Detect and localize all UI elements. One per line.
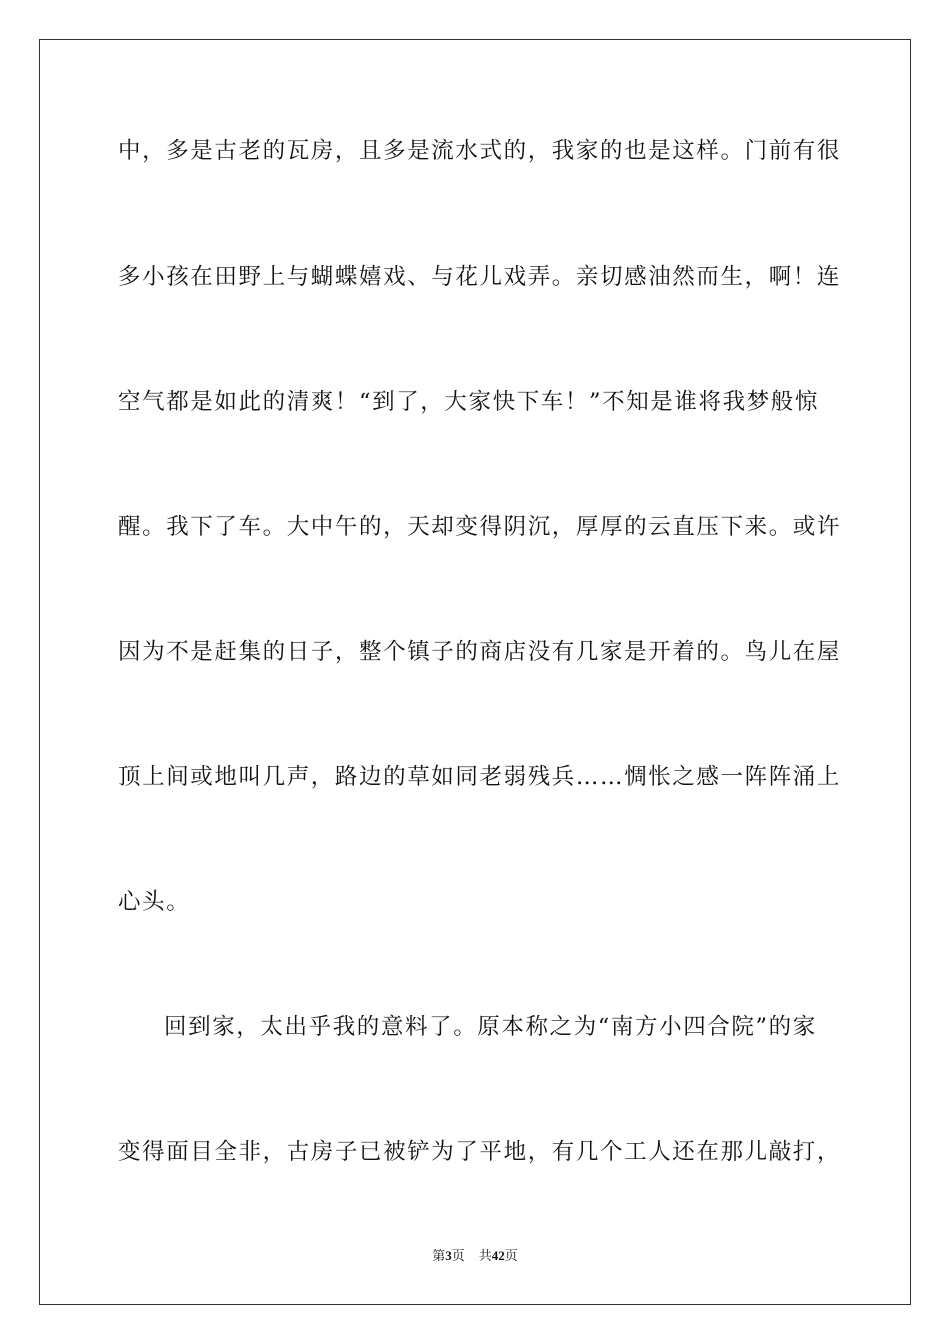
paragraph-line: 多小孩在田野上与蝴蝶嬉戏、与花儿戏弄。亲切感油然而生，啊！连 — [118, 264, 842, 290]
footer-page-number: 3 — [445, 1248, 452, 1263]
footer-page-suffix: 页 — [451, 1248, 465, 1263]
paragraph-line-indented: 回到家，太出乎我的意料了。原本称之为“南方小四合院”的家 — [164, 1014, 817, 1040]
paragraph-line: 心头。 — [118, 889, 191, 915]
footer-page-prefix: 第 — [432, 1248, 446, 1263]
footer-total-prefix: 共 — [478, 1248, 492, 1263]
paragraph-line: 空气都是如此的清爽！“到了，大家快下车！”不知是谁将我梦般惊 — [118, 389, 820, 415]
paragraph-line: 醒。我下了车。大中午的，天却变得阴沉，厚厚的云直压下来。或许 — [118, 514, 842, 540]
footer-total-pages: 42 — [491, 1248, 505, 1263]
footer-total-suffix: 页 — [504, 1248, 518, 1263]
paragraph-line: 中，多是古老的瓦房，且多是流水式的，我家的也是这样。门前有很 — [118, 138, 842, 164]
page-border — [39, 39, 911, 1305]
page-footer — [0, 1247, 950, 1265]
paragraph-line: 因为不是赶集的日子，整个镇子的商店没有几家是开着的。鸟儿在屋 — [118, 639, 842, 665]
paragraph-line: 顶上间或地叫几声，路边的草如同老弱残兵……惆怅之感一阵阵涌上 — [118, 764, 842, 790]
paragraph-line: 变得面目全非，古房子已被铲为了平地，有几个工人还在那儿敲打， — [118, 1139, 842, 1165]
